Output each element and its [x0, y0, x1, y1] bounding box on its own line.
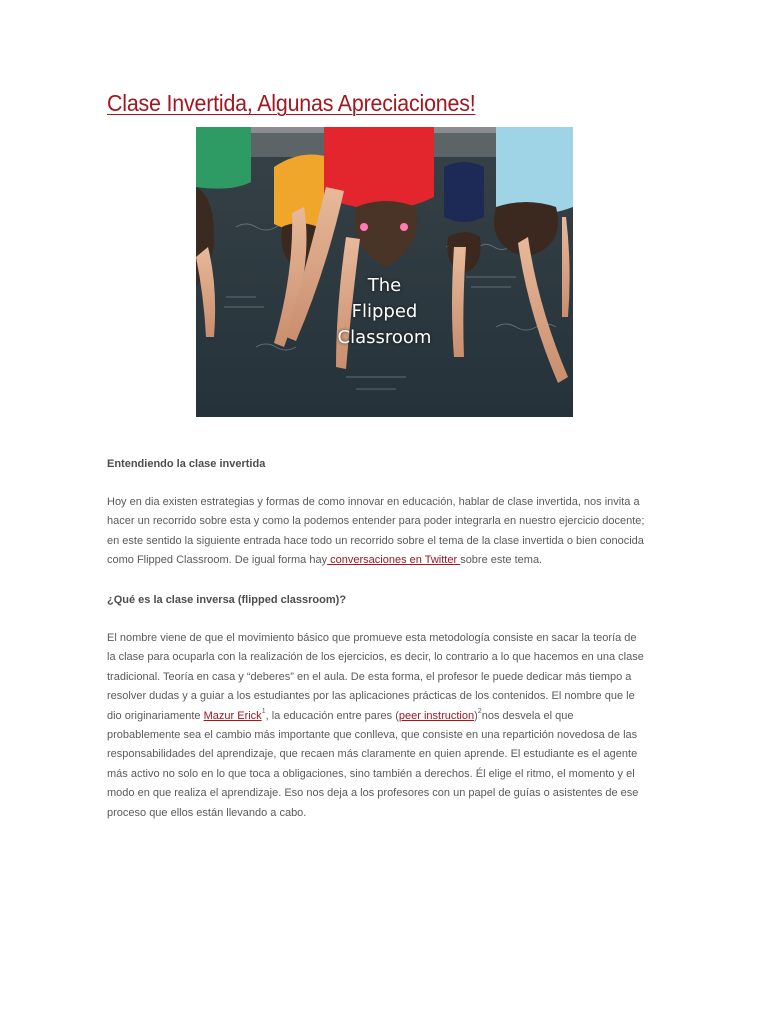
paragraph-line: más activo no solo en lo que toca a obligaciones, sino también a derechos. Él elige el ritmo, el momento y el: [107, 767, 635, 780]
text-segment: como Flipped Classroom. De igual forma hay: [107, 554, 328, 567]
paragraph-line: en este sentido la siguiente entrada hace todo un recorrido sobre el tema de la clase invertida o bien conocida: [107, 534, 644, 547]
hero-caption-line: Classroom: [337, 327, 432, 348]
footnote-ref-2[interactable]: 2: [477, 707, 482, 715]
paragraph-line: modo en que realiza el aprendizaje. Eso nos deja a los profesores con un papel de guías o asistentes de ese: [107, 787, 639, 800]
twitter-conversations-link[interactable]: conversaciones en Twitter: [327, 554, 461, 567]
paragraph-line: [107, 551, 663, 570]
section-heading-entendiendo: Entendiendo la clase invertida: [107, 458, 266, 470]
paragraph-line: tradicional. Teoría en casa y “deberes” en el aula. De esta forma, el profesor le puede dedicar más tiempo a: [107, 670, 632, 683]
mazur-erick-link[interactable]: Mazur Erick: [203, 709, 262, 722]
paragraph-intro: [107, 493, 663, 571]
hero-illustration: [196, 127, 573, 417]
paragraph-line: [107, 707, 663, 726]
paragraph-line: El nombre viene de que el movimiento básico que promueve esta metodología consiste en sacar la teoría de: [107, 632, 637, 644]
footnote-ref-1[interactable]: 1: [261, 707, 266, 715]
text-segment: ): [474, 709, 478, 722]
paragraph-line: probablemente sea el cambio más importante que conlleva, que consiste en una repartición novedosa de las: [107, 729, 638, 742]
article-title[interactable]: Clase Invertida, Algunas Apreciaciones!: [107, 90, 476, 116]
paragraph-line: resolver dudas y a guiar a los estudiantes por las aplicaciones prácticas de los contenidos. El nombre que le: [107, 690, 635, 703]
text-segment: sobre este tema.: [460, 554, 543, 567]
paragraph-line: la clase para ocuparla con la realización de los ejercicios, es decir, lo contrario a lo que hacemos en una clase: [107, 651, 644, 664]
hero-caption: [196, 273, 573, 351]
paragraph-line: proceso que ellos están llevando a cabo.: [107, 806, 307, 819]
paragraph-line: responsabilidades del aprendizaje, que recaen más claramente en quien aprende. El estudiante es el agente: [107, 748, 638, 761]
text-segment: dio originariamente: [107, 709, 204, 722]
hero-caption-line: The: [367, 275, 402, 296]
flipped-classroom-image: [196, 127, 573, 417]
hero-caption-line: Flipped: [351, 301, 418, 322]
paragraph-line: hacer un recorrido sobre esta y como la podemos entender para poder integrarla en nuestro ejercicio docente;: [107, 515, 645, 528]
peer-instruction-link[interactable]: peer instruction: [398, 709, 475, 722]
paragraph-definition: [107, 629, 663, 823]
paragraph-line: Hoy en dia existen estrategias y formas de como innovar en educación, hablar de clase invertida, nos invita a: [107, 496, 640, 508]
text-segment: , la educación entre pares (: [265, 709, 399, 722]
section-heading-que-es: ¿Qué es la clase inversa (flipped classroom)?: [107, 594, 347, 606]
text-segment: nos desvela el que: [481, 709, 574, 722]
